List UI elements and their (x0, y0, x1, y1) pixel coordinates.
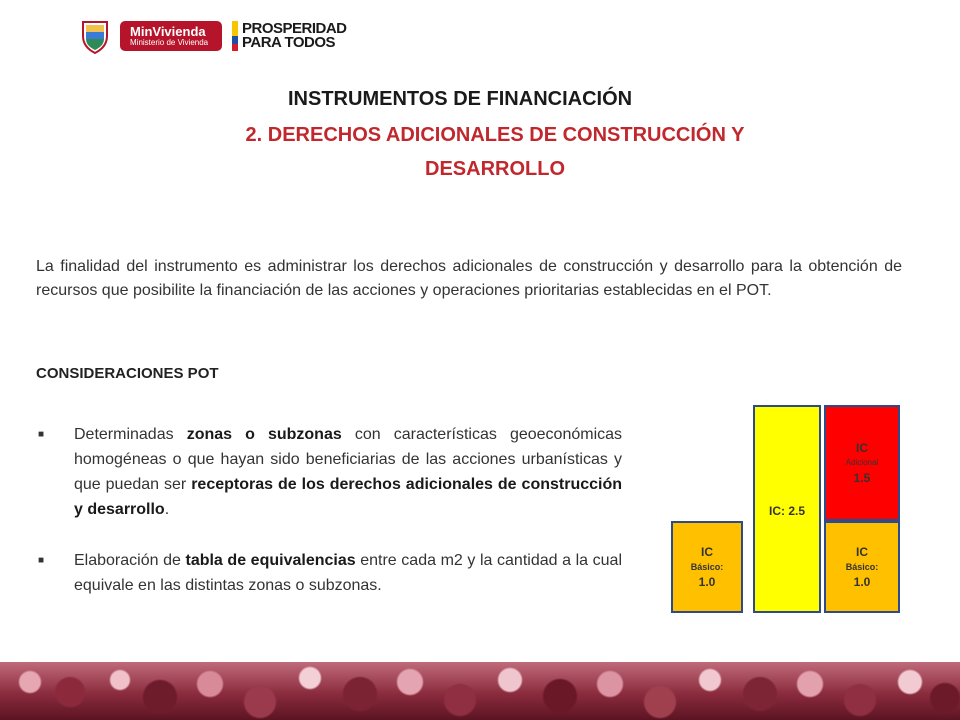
ic-additional-block (824, 405, 900, 521)
bullet-text: con características geoeconómicas homogéneas o que hayan sido beneficiarias de las acciones urbanísticas y que puedan ser (74, 426, 623, 493)
ic-basic-right-label: IC (856, 545, 868, 559)
colombia-coat-of-arms-icon (80, 18, 110, 54)
square-bullet-icon: ■ (38, 555, 45, 566)
ic-basic-left-label: IC (701, 545, 713, 559)
flag-icon (232, 21, 238, 51)
ic-total-block (753, 405, 821, 613)
ministry-name: MinVivienda (130, 23, 206, 39)
bullet-text: Determinadas (74, 426, 187, 443)
list-item (36, 422, 622, 522)
ic-additional-sub: Adicional (845, 458, 879, 467)
slogan-line-1: PROSPERIDAD (242, 20, 347, 37)
ic-basic-right-sub: Básico: (845, 562, 879, 572)
ic-basic-left-value: 1.0 (698, 575, 716, 589)
page-title: INSTRUMENTOS DE FINANCIACIÓN (288, 88, 633, 110)
prosperidad-logo (232, 21, 347, 51)
ic-additional-label: IC (856, 441, 868, 455)
header-logos (80, 18, 347, 54)
intro-paragraph: La finalidad del instrumento es administrar los derechos adicionales de construcción y desarrollo para la obtención de recursos que posibilite la financiación de las acciones y operaciones prioritarias establecidas en el POT. (36, 258, 902, 299)
bullet-bold-text: tabla de equivalencias (185, 552, 356, 569)
page-subtitle: 2. DERECHOS ADICIONALES DE CONSTRUCCIÓN Y DESARROLLO (245, 124, 745, 180)
bullet-list (36, 422, 622, 624)
footer-crowd-banner (0, 662, 960, 720)
bullet-text: Elaboración de (74, 552, 186, 569)
list-item (36, 548, 622, 598)
section-heading: CONSIDERACIONES POT (36, 365, 219, 382)
ic-basic-right-value: 1.0 (853, 575, 871, 589)
bullet-text: . (164, 501, 170, 518)
ic-basic-right-block (824, 521, 900, 613)
bullet-text: entre cada m2 y la cantidad a la cual equivale en las distintas zonas o subzonas. (74, 552, 623, 594)
slogan-line-2: PARA TODOS (242, 34, 336, 51)
ministry-subtitle: Ministerio de Vivienda (130, 37, 209, 47)
ic-additional-value: 1.5 (853, 471, 871, 485)
ic-basic-left-sub: Básico: (690, 562, 724, 572)
bullet-bold-text: receptoras de los derechos adicionales de construcción y desarrollo (74, 476, 622, 518)
ic-basic-left-block (671, 521, 743, 613)
minvivienda-logo (120, 21, 222, 51)
ic-total-label: IC: 2.5 (768, 504, 805, 518)
bullet-bold-text: zonas o subzonas (186, 426, 342, 443)
square-bullet-icon: ■ (38, 429, 45, 440)
